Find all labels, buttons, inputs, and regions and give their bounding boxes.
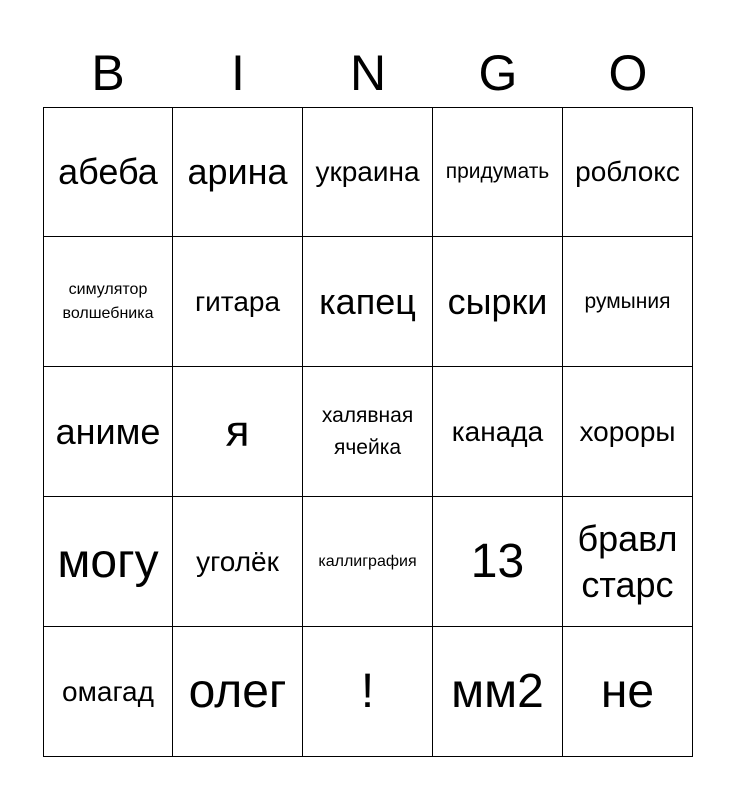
cell-text: украина xyxy=(315,156,420,187)
bingo-grid xyxy=(43,107,693,757)
cell-text: хороры xyxy=(579,415,676,447)
bingo-cell[interactable] xyxy=(173,237,303,367)
bingo-cell[interactable] xyxy=(43,627,173,757)
bingo-cell[interactable] xyxy=(433,627,563,757)
bingo-cell[interactable] xyxy=(303,237,433,367)
bingo-cell[interactable] xyxy=(563,627,693,757)
cell-text: румыния xyxy=(584,289,671,313)
bingo-cell[interactable] xyxy=(303,497,433,627)
bingo-cell[interactable] xyxy=(303,627,433,757)
bingo-cell[interactable] xyxy=(433,107,563,237)
bingo-cell[interactable] xyxy=(433,497,563,627)
cell-text: омагад xyxy=(62,675,154,707)
bingo-cell[interactable] xyxy=(43,107,173,237)
cell-text: могу xyxy=(57,534,159,588)
bingo-header xyxy=(43,38,693,108)
header-letter-n: N xyxy=(349,45,387,101)
bingo-cell[interactable] xyxy=(173,497,303,627)
cell-text: я xyxy=(225,406,250,456)
cell-text: арина xyxy=(187,151,288,192)
cell-text: каллиграфия xyxy=(318,552,417,570)
cell-text: уголёк xyxy=(196,545,279,577)
bingo-cell[interactable] xyxy=(433,367,563,497)
cell-text: олег xyxy=(188,664,287,718)
cell-text: халявная ячейка xyxy=(321,403,414,459)
bingo-cell[interactable] xyxy=(173,107,303,237)
cell-text: мм2 xyxy=(451,664,544,718)
cell-text: сырки xyxy=(447,280,548,322)
header-letter-o: O xyxy=(608,45,648,101)
cell-text: ! xyxy=(360,664,375,718)
cell-text: роблокс xyxy=(575,156,680,187)
bingo-cell[interactable] xyxy=(173,367,303,497)
bingo-cell[interactable] xyxy=(43,497,173,627)
bingo-cell[interactable] xyxy=(433,237,563,367)
cell-text: 13 xyxy=(470,534,525,588)
cell-text: не xyxy=(600,664,655,718)
bingo-cell[interactable] xyxy=(563,107,693,237)
bingo-cell[interactable] xyxy=(563,237,693,367)
cell-text: симулятор волшебника xyxy=(62,280,154,322)
bingo-cell[interactable] xyxy=(563,367,693,497)
cell-text: абеба xyxy=(58,151,158,192)
cell-text: бравл старс xyxy=(577,517,678,605)
cell-text: гитара xyxy=(194,285,281,317)
bingo-cell[interactable] xyxy=(303,107,433,237)
header-letter-b: B xyxy=(91,45,125,101)
bingo-cell[interactable] xyxy=(563,497,693,627)
header-letter-i: I xyxy=(231,45,245,101)
bingo-cell[interactable] xyxy=(43,367,173,497)
cell-text: канада xyxy=(451,415,544,447)
bingo-cell[interactable] xyxy=(43,237,173,367)
cell-text: придумать xyxy=(445,160,550,183)
cell-text: аниме xyxy=(55,410,161,452)
bingo-cell[interactable] xyxy=(173,627,303,757)
header-letter-g: G xyxy=(478,45,518,101)
cell-text: капец xyxy=(319,280,416,322)
bingo-cell[interactable] xyxy=(303,367,433,497)
